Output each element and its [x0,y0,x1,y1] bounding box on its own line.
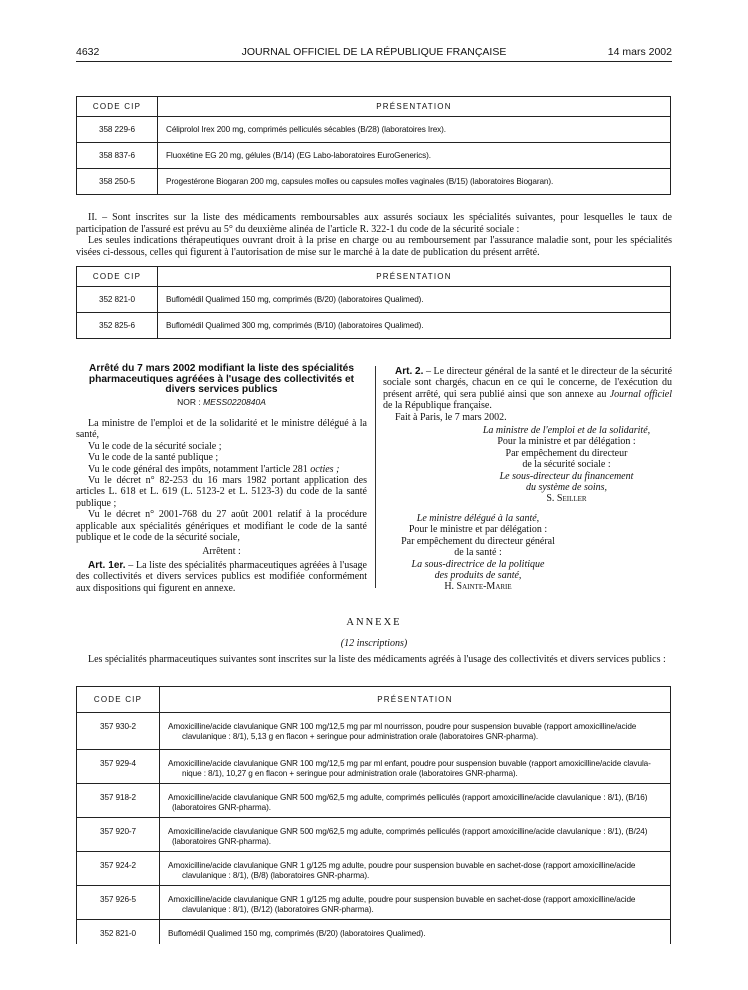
signature-block-2 [383,513,573,593]
table-1 [76,96,671,195]
col-header-code: CODE CIP [77,97,158,117]
sig1-name: S. Seiller [546,493,587,505]
journal-officiel-ref: Journal officiel [609,388,672,400]
vu-2: Vu le code de la santé publique ; [88,452,219,464]
page-header [76,46,672,62]
presentation-text [160,886,671,920]
presentation-text: Progestérone Biogaran 200 mg, capsules molles ou capsules molles vaginales (B/15) (laboratoires Biogaran). [158,169,671,195]
sig1-line-3: de la sécurité sociale : [522,459,611,471]
nor-label: NOR : [177,396,201,407]
presentation-text [160,852,671,886]
sig1-line-2: Par empêchement du directeur [505,447,628,459]
nor-line [76,397,367,408]
table-row [77,750,671,784]
table-3 [76,686,671,944]
sig2-line-5: des produits de santé, [434,569,522,581]
table-row [77,143,671,169]
annexe-subtitle: (12 inscriptions) [340,638,408,649]
sig1-line-5: du système de soins, [525,482,608,494]
article-2-text: – Le directeur général de la santé et le directeur de la sécurité sociale sont chargés, chacun en ce qui le concerne, de l'exécution du présent arrêté, qui sera publié ainsi que son annexe au [383,366,673,400]
signature-block-1 [461,425,672,505]
article-1 [76,560,367,594]
sig1-title: La ministre de l'emploi et de la solidarité, [482,425,651,437]
cip-code: 352 825-6 [77,313,158,339]
presentation-line-2: clavulanique : 8/1), 5,13 g en flacon + seringue pour administration orale (laboratoires GNR-pharma). [182,732,539,741]
table-row [77,886,671,920]
presentation-text [160,920,671,944]
table-row [77,313,671,339]
sig2-title: Le ministre délégué à la santé, [416,512,540,524]
article-2-label: Art. 2. [395,366,424,377]
vu-3 [76,464,367,475]
nor-code: MESS0220840A [203,396,266,407]
table-row [77,920,671,944]
sig2-line-1: Pour le ministre et par délégation : [408,524,548,536]
article-1-label: Art. 1er. [88,559,126,571]
journal-title: JOURNAL OFFICIEL DE LA RÉPUBLIQUE FRANÇAISE [241,46,507,58]
cip-code: 358 837-6 [77,143,158,169]
presentation-line-1: Amoxicilline/acide clavulanique GNR 1 g/125 mg adulte, poudre pour suspension buvable en sachet-dose (rapport amoxicilline/acide [168,895,636,904]
section-2-text [76,212,672,258]
annexe-title: ANNEXE [346,617,402,628]
arrete-title: Arrêté du 7 mars 2002 modifiant la liste des spécialités pharmaceutiques agréées à l'usage des collectivités et divers services publics [88,363,355,395]
col-header-code: CODE CIP [77,267,158,287]
col-header-code: CODE CIP [77,687,160,713]
annexe-intro: Les spécialités pharmaceutiques suivantes sont inscrites sur la liste des médicaments agréés à l'usage des collectivités et divers services publics : [88,654,666,665]
cip-code: 357 918-2 [77,784,160,818]
presentation-line-2: clavulanique : 8/1), (B/12) (laboratoires GNR-pharma). [182,905,374,914]
sig1-line-4: Le sous-directeur du financement [499,470,634,482]
presentation-line-2: (laboratoires GNR-pharma). [172,837,271,846]
presentation-text: Fluoxétine EG 20 mg, gélules (B/14) (EG Labo-laboratoires EuroGenerics). [158,143,671,169]
sig2-line-2: Par empêchement du directeur général [401,535,555,547]
presentation-line-1: Buflomédil Qualimed 150 mg, comprimés (B/20) (laboratoires Qualimed). [168,929,426,938]
table-row [77,169,671,195]
presentation-text [160,784,671,818]
presentation-line-2: (laboratoires GNR-pharma). [172,803,271,812]
presentation-text: Buflomédil Qualimed 150 mg, comprimés (B/20) (laboratoires Qualimed). [158,287,671,313]
presentation-text [160,818,671,852]
fait-a-paris: Fait à Paris, le 7 mars 2002. [395,411,507,423]
cip-code: 352 821-0 [77,920,160,944]
arrete-right-column [383,366,672,593]
cip-code: 352 821-0 [77,287,158,313]
cip-code: 357 930-2 [77,713,160,750]
table-header-row [77,687,671,713]
column-divider [375,366,376,588]
header-rule [76,61,672,62]
cip-code: 357 929-4 [77,750,160,784]
vu-3-octies: octies ; [310,463,340,475]
presentation-text [160,713,671,750]
presentation-line-1: Amoxicilline/acide clavulanique GNR 100 mg/12,5 mg par ml nourrisson, poudre pour suspension buvable (rapport amoxicilline/acide [168,722,637,731]
table-row [77,287,671,313]
section-2-paragraph-1: II. – Sont inscrites sur la liste des médicaments remboursables aux assurés sociaux les spécialités suivantes, pour lesquelles le taux de participation de l'assuré est prévu au 5° du deuxième alinéa de l'article R. 322-1 du code de la sécurité sociale : [76,212,672,235]
presentation-line-1: Amoxicilline/acide clavulanique GNR 500 mg/62,5 mg adulte, comprimés pelliculés (rapport amoxicilline/acide clavulanique : 8/1), (B/16) [168,793,648,802]
sig1-line-1: Pour la ministre et par délégation : [497,436,636,448]
table-header-row [77,97,671,117]
issue-date: 14 mars 2002 [607,46,672,58]
article-2 [383,366,672,412]
table-2 [76,266,671,339]
cip-code: 357 924-2 [77,852,160,886]
vu-3-text: Vu le code général des impôts, notamment l'article 281 [88,463,308,475]
vu-4: Vu le décret n° 82-253 du 16 mars 1982 portant application des articles L. 618 et L. 619 (L. 5123-2 et L. 5123-3) du code de la santé publique ; [76,474,367,509]
annexe-intro-block [76,654,672,666]
sig2-name: H. Sainte-Marie [444,581,512,593]
col-header-presentation: PRÉSENTATION [158,267,671,287]
arrete-intro: La ministre de l'emploi et de la solidarité et le ministre délégué à la santé, [76,417,367,441]
vu-1: Vu le code de la sécurité sociale ; [88,440,222,452]
cip-code: 358 229-6 [77,117,158,143]
presentation-line-2: nique : 8/1), 10,27 g en flacon + seringue pour administration orale (laboratoires GNR-pharma). [182,769,518,778]
col-header-presentation: PRÉSENTATION [158,97,671,117]
cip-code: 357 926-5 [77,886,160,920]
arretent: Arrêtent : [202,546,241,558]
presentation-line-2: clavulanique : 8/1), (B/8) (laboratoires GNR-pharma). [182,871,370,880]
table-row [77,818,671,852]
arrete-left-column [76,364,367,594]
table-row [77,117,671,143]
table-row [77,852,671,886]
cip-code: 358 250-5 [77,169,158,195]
vu-5: Vu le décret n° 2001-768 du 27 août 2001 relatif à la procédure applicable aux spécialités génériques et modifiant le code de la santé publique et le code de la sécurité sociale, [76,509,367,543]
cip-code: 357 920-7 [77,818,160,852]
presentation-text [160,750,671,784]
table-row [77,784,671,818]
sig2-line-4: La sous-directrice de la politique [411,558,545,570]
article-2-end: de la République française. [383,400,492,412]
col-header-presentation: PRÉSENTATION [160,687,671,713]
page-number: 4632 [76,46,100,58]
presentation-text: Buflomédil Qualimed 300 mg, comprimés (B/10) (laboratoires Qualimed). [158,313,671,339]
table-row [77,713,671,750]
sig2-line-3: de la santé : [454,547,502,559]
presentation-text: Céliprolol Irex 200 mg, comprimés pelliculés sécables (B/28) (laboratoires Irex). [158,117,671,143]
presentation-line-1: Amoxicilline/acide clavulanique GNR 1 g/125 mg adulte, poudre pour suspension buvable en sachet-dose (rapport amoxicilline/acide [168,861,636,870]
presentation-line-1: Amoxicilline/acide clavulanique GNR 100 mg/12,5 mg par ml enfant, poudre pour suspension buvable (rapport amoxicilline/acide clavula- [168,759,651,768]
article-1-text: – La liste des spécialités pharmaceutiques agréées à l'usage des collectivités et divers services publics est modifiée conformément aux dispositions qui figurent en annexe. [76,559,367,594]
table-header-row [77,267,671,287]
section-2-paragraph-2: Les seules indications thérapeutiques ouvrant droit à la prise en charge ou au remboursement par l'assurance maladie sont, pour les spécialités visées ci-dessous, celles qui figurent à l'autorisation de mise sur le marché à la date de publication du présent arrêté. [76,235,672,258]
presentation-line-1: Amoxicilline/acide clavulanique GNR 500 mg/62,5 mg adulte, comprimés pelliculés (rapport amoxicilline/acide clavulanique : 8/1), (B/24) [168,827,648,836]
